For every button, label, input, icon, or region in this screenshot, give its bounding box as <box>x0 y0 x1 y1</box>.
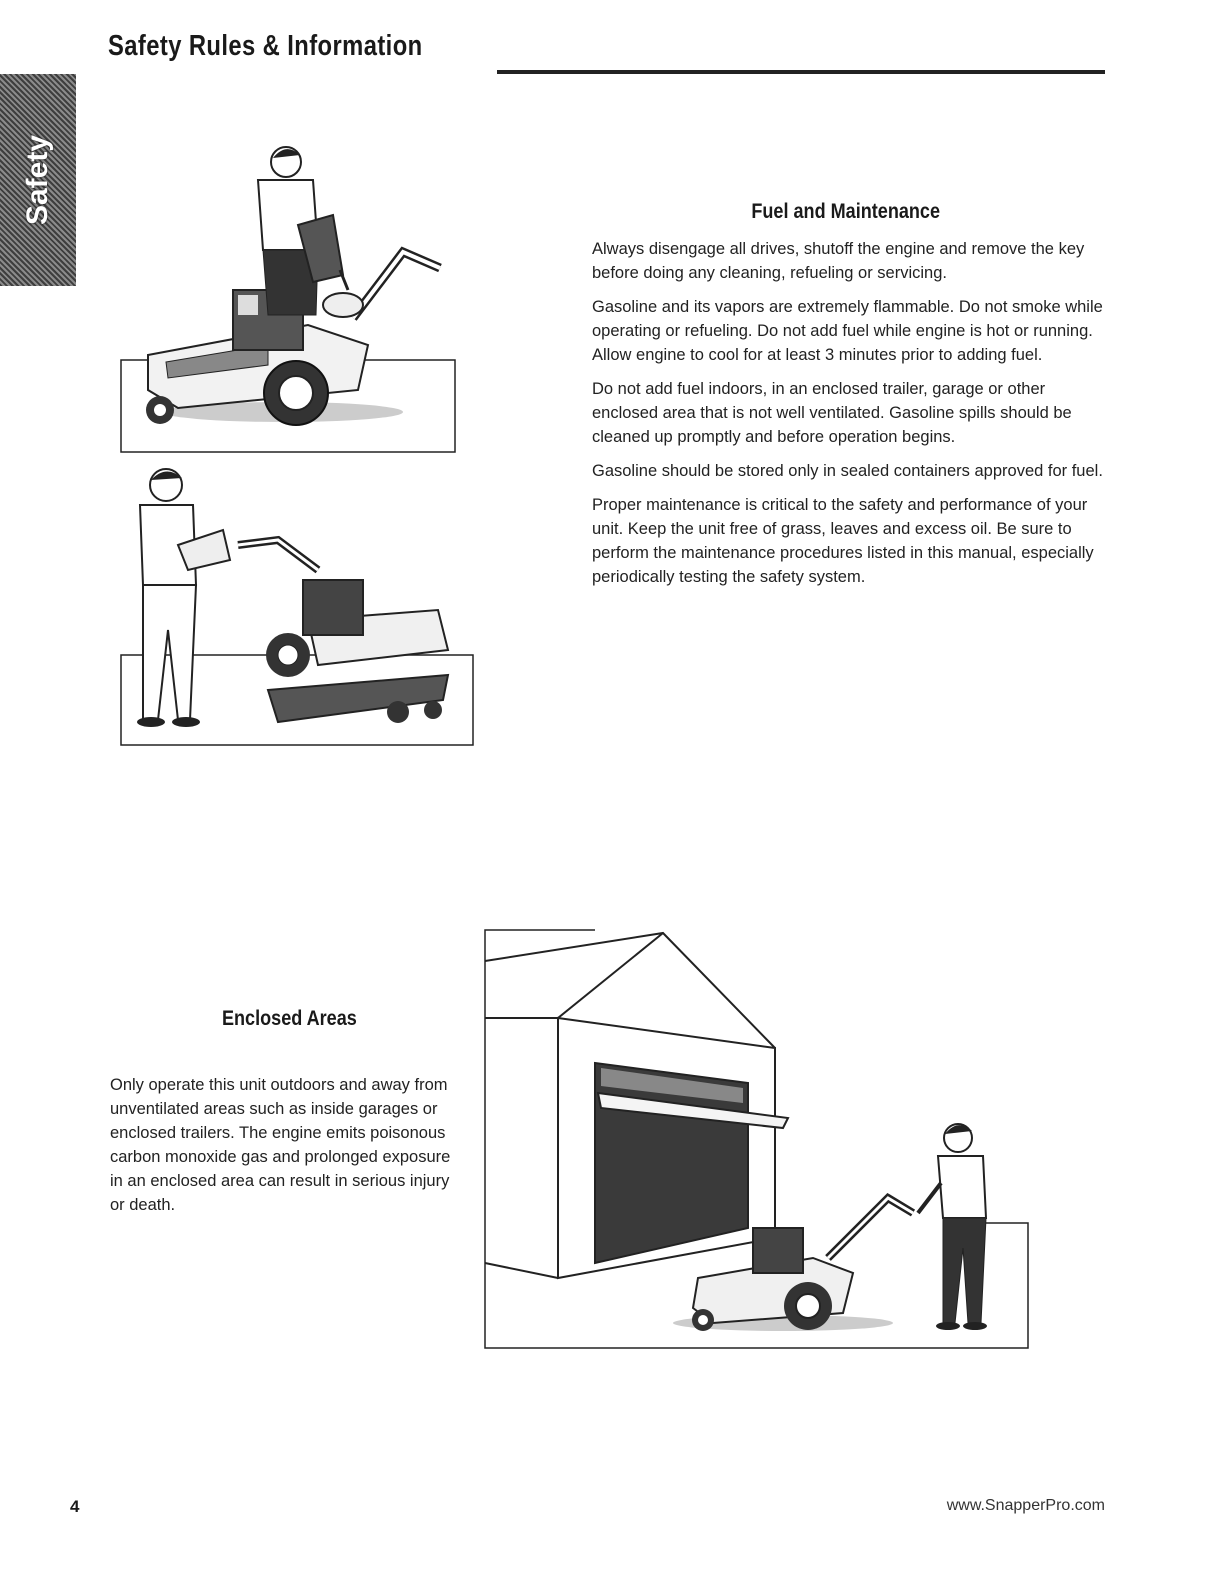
fuel-paragraph: Gasoline should be stored only in sealed containers approved for fuel. <box>592 462 1103 480</box>
fuel-paragraph: Proper maintenance is critical to the safety and performance of your unit. Keep the unit free of grass, leaves and excess oil. Be sure to perform the maintenance procedures listed in this manual, especially periodically testing the safety system. <box>592 496 1094 586</box>
fuel-paragraph: Always disengage all drives, shutoff the engine and remove the key before doing any cleaning, refueling or servicing. <box>592 240 1085 282</box>
fuel-paragraph: Gasoline and its vapors are extremely flammable. Do not smoke while operating or refueling. Do not add fuel while engine is hot or running. Allow engine to cool for at least 3 minutes prior to adding fuel. <box>592 298 1103 364</box>
page-title: Safety Rules & Information <box>108 30 423 62</box>
fuel-heading: Fuel and Maintenance <box>751 200 941 223</box>
fuel-body <box>592 237 1104 599</box>
fuel-paragraph: Do not add fuel indoors, in an enclosed trailer, garage or other enclosed area that is not well ventilated. Gasoline spills should be cleaned up promptly and before operation begins. <box>592 380 1072 446</box>
refueling-illustration <box>118 140 463 460</box>
website-link[interactable]: www.SnapperPro.com <box>946 1497 1105 1514</box>
cleaning-illustration <box>118 460 478 750</box>
side-tab-label: Safety <box>21 134 54 226</box>
side-tab <box>0 74 76 286</box>
enclosed-paragraph: Only operate this unit outdoors and away from unventilated areas such as inside garages or enclosed trailers. The engine emits poisonous carbon monoxide gas and prolonged exposure in an enclosed area can result in serious injury or death. <box>110 1076 451 1214</box>
enclosed-heading: Enclosed Areas <box>221 1007 357 1030</box>
page-number: 4 <box>70 1497 80 1516</box>
garage-illustration <box>483 928 1033 1353</box>
title-rule <box>497 70 1105 74</box>
enclosed-body <box>110 1073 460 1227</box>
